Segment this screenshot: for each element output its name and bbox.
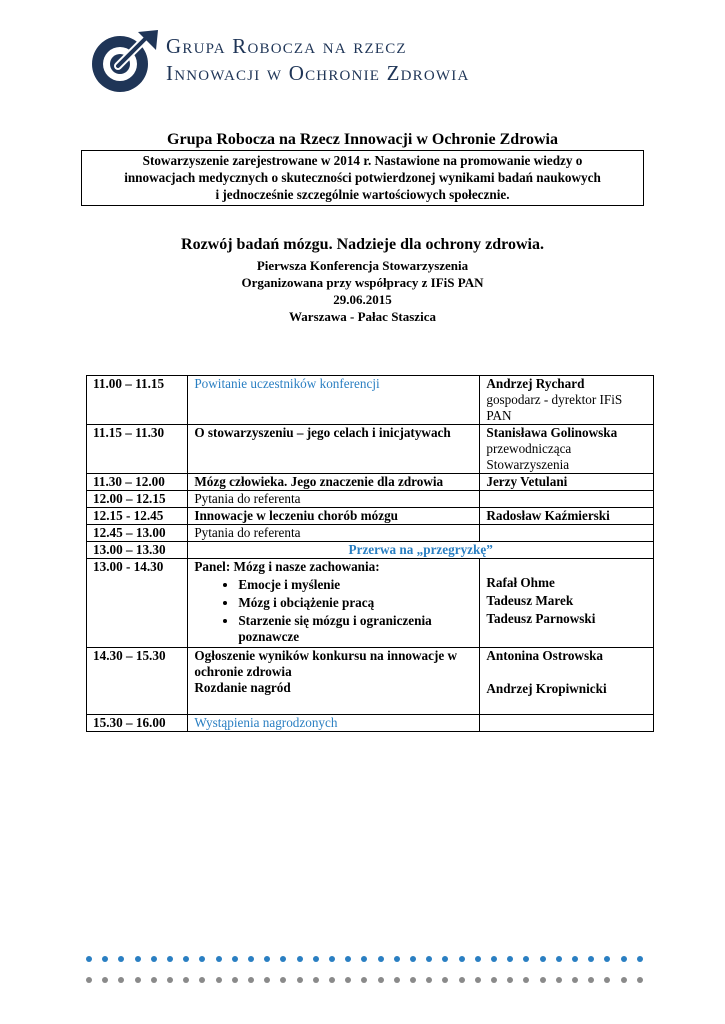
dot — [572, 956, 578, 962]
panel-topics — [194, 577, 473, 645]
conference-place: Warszawa - Pałac Staszica — [289, 309, 436, 324]
dot — [394, 977, 400, 983]
topic-cell: Wystąpienia nagrodzonych — [188, 715, 480, 732]
dot — [604, 977, 610, 983]
agenda-table — [86, 375, 654, 732]
dot — [491, 977, 497, 983]
dot — [442, 977, 448, 983]
time-cell: 13.00 – 13.30 — [87, 542, 188, 559]
dot — [507, 956, 513, 962]
dot — [167, 977, 173, 983]
topic-cell — [188, 559, 480, 648]
topic-cell: Mózg człowieka. Jego znaczenie dla zdrowia — [188, 474, 480, 491]
speaker-cell: Jerzy Vetulani — [480, 474, 654, 491]
dot — [199, 956, 205, 962]
speaker-cell — [480, 376, 654, 425]
dot — [621, 977, 627, 983]
speaker-name: Antonina Ostrowska — [486, 648, 603, 663]
target-arrow-icon — [88, 28, 160, 98]
speaker-name: Tadeusz Parnowski — [486, 611, 596, 626]
dot — [556, 956, 562, 962]
speaker-name: Rafał Ohme — [486, 575, 555, 590]
conference-organizer: Organizowana przy współpracy z IFiS PAN — [241, 275, 484, 290]
table-row — [87, 648, 654, 715]
speaker-name: Andrzej Rychard — [486, 376, 585, 391]
dot — [410, 956, 416, 962]
dot — [491, 956, 497, 962]
table-row — [87, 376, 654, 425]
topic-cell — [188, 648, 480, 715]
dot — [588, 956, 594, 962]
dot — [297, 977, 303, 983]
organization-description — [81, 150, 644, 206]
table-row — [87, 525, 654, 542]
table-row — [87, 542, 654, 559]
dot — [232, 956, 238, 962]
conference-date: 29.06.2015 — [333, 292, 392, 307]
dot — [507, 977, 513, 983]
table-row — [87, 491, 654, 508]
organization-title: Grupa Robocza na Rzecz Innowacji w Ochronie Zdrowia — [167, 131, 558, 148]
dot — [442, 956, 448, 962]
dot — [621, 956, 627, 962]
conference-title: Rozwój badań mózgu. Nadzieje dla ochrony zdrowia. — [181, 236, 544, 253]
dot — [523, 977, 529, 983]
dot — [459, 956, 465, 962]
speaker-cell — [480, 425, 654, 474]
table-row — [87, 715, 654, 732]
dot — [361, 956, 367, 962]
conference-subtitle: Pierwsza Konferencja Stowarzyszenia — [256, 258, 469, 273]
dot — [86, 977, 92, 983]
dot — [313, 956, 319, 962]
logo-text-line2: Innowacji w Ochronie Zdrowia — [166, 61, 470, 85]
dot — [135, 977, 141, 983]
dot — [637, 977, 643, 983]
dot — [167, 956, 173, 962]
speaker-role: gospodarz - dyrektor IFiS PAN — [486, 392, 623, 423]
time-cell: 11.30 – 12.00 — [87, 474, 188, 491]
dot — [361, 977, 367, 983]
footer-dots-row — [86, 977, 646, 983]
time-cell: 15.30 – 16.00 — [87, 715, 188, 732]
speaker-name: Stanisława Golinowska — [486, 425, 618, 440]
dot — [410, 977, 416, 983]
topic-cell: Pytania do referenta — [188, 491, 480, 508]
speaker-name: Andrzej Kropiwnicki — [486, 681, 607, 696]
dot — [313, 977, 319, 983]
speaker-cell: Radosław Kaźmierski — [480, 508, 654, 525]
dot — [426, 977, 432, 983]
dot — [216, 977, 222, 983]
time-cell: 12.45 – 13.00 — [87, 525, 188, 542]
description-line: i jednocześnie szczególnie wartościowych społecznie. — [215, 187, 510, 202]
time-cell: 13.00 - 14.30 — [87, 559, 188, 648]
description-line: Stowarzyszenie zarejestrowane w 2014 r. Nastawione na promowanie wiedzy o — [142, 153, 583, 168]
dot — [118, 956, 124, 962]
list-item: • Emocje i myślenie — [238, 577, 473, 593]
time-cell: 11.00 – 11.15 — [87, 376, 188, 425]
time-cell: 12.00 – 12.15 — [87, 491, 188, 508]
dot — [151, 977, 157, 983]
speaker-cell — [480, 648, 654, 715]
speaker-role: przewodnicząca Stowarzyszenia — [486, 441, 572, 472]
topic-text: Ogłoszenie wyników konkursu na innowacje w ochronie zdrowia — [194, 648, 458, 679]
dot — [183, 956, 189, 962]
dot — [540, 977, 546, 983]
speaker-cell — [480, 525, 654, 542]
dot — [556, 977, 562, 983]
topic-cell: Powitanie uczestników konferencji — [188, 376, 480, 425]
time-cell: 12.15 - 12.45 — [87, 508, 188, 525]
dot — [572, 977, 578, 983]
list-item: • Starzenie się mózgu i ograniczenia poznawcze — [238, 613, 473, 645]
panel-title: Panel: Mózg i nasze zachowania: — [194, 559, 380, 574]
dot — [604, 956, 610, 962]
dot — [248, 956, 254, 962]
dot — [151, 956, 157, 962]
topic-text: Rozdanie nagród — [194, 680, 291, 695]
dot — [459, 977, 465, 983]
dot — [329, 956, 335, 962]
topic-cell: Innowacje w leczeniu chorób mózgu — [188, 508, 480, 525]
speaker-cell — [480, 715, 654, 732]
dot — [523, 956, 529, 962]
time-cell: 11.15 – 11.30 — [87, 425, 188, 474]
break-cell: Przerwa na „przegryzkę” — [188, 542, 654, 559]
dot — [394, 956, 400, 962]
dot — [280, 977, 286, 983]
dot — [378, 977, 384, 983]
time-cell: 14.30 – 15.30 — [87, 648, 188, 715]
dot — [118, 977, 124, 983]
dot — [216, 956, 222, 962]
dot — [264, 956, 270, 962]
topic-cell: Pytania do referenta — [188, 525, 480, 542]
dot — [264, 977, 270, 983]
dot — [102, 956, 108, 962]
topic-cell: O stowarzyszeniu – jego celach i inicjatywach — [188, 425, 480, 474]
dot — [232, 977, 238, 983]
dot — [540, 956, 546, 962]
dot — [183, 977, 189, 983]
dot — [345, 977, 351, 983]
dot — [280, 956, 286, 962]
dot — [637, 956, 643, 962]
dot — [345, 956, 351, 962]
speaker-cell — [480, 491, 654, 508]
dot — [378, 956, 384, 962]
dot — [475, 977, 481, 983]
footer-dots-row — [86, 956, 646, 962]
dot — [102, 977, 108, 983]
logo-text-line1: Grupa Robocza na rzecz — [166, 34, 407, 58]
dot — [297, 956, 303, 962]
dot — [475, 956, 481, 962]
speaker-name: Tadeusz Marek — [486, 593, 574, 608]
dot — [135, 956, 141, 962]
table-row — [87, 425, 654, 474]
dot — [426, 956, 432, 962]
table-row — [87, 508, 654, 525]
dot — [86, 956, 92, 962]
table-row — [87, 559, 654, 648]
description-line: innowacjach medycznych o skuteczności potwierdzonej wynikami badań naukowych — [124, 170, 601, 185]
dot — [248, 977, 254, 983]
list-item: • Mózg i obciążenie pracą — [238, 595, 473, 611]
logo — [88, 28, 568, 98]
speaker-cell — [480, 559, 654, 648]
dot — [329, 977, 335, 983]
dot — [199, 977, 205, 983]
table-row — [87, 474, 654, 491]
dot — [588, 977, 594, 983]
